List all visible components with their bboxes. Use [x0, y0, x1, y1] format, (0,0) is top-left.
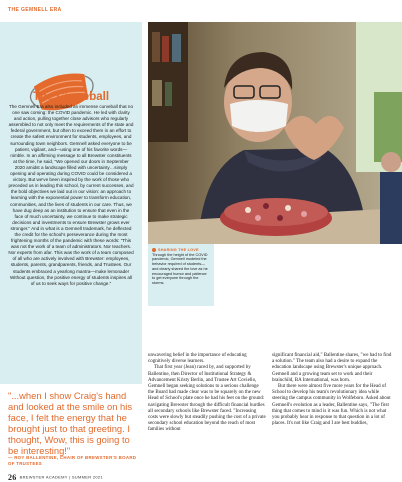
- pull-quote: "...when I show Craig's hand and looked at the smile on his face, I felt the energy that he brought just to that greeting. I thought, Wow, this is going to be interesting!": [8, 390, 133, 456]
- page-number: 26: [8, 473, 17, 482]
- section-header: THE GEMNELL ERA: [8, 7, 62, 13]
- body-paragraph: But there were almost five more years for the Head of School to develop his team's revolutionary idea while steering the campus community in Wolfeboro. Asked about Gemnell's evolution as a leader, Ballentine says, "The first thing that comes to mind is it was fun. Which is not what you probably hear in response to that question in a lot of places. It's not like Craig and I are best buddies,: [272, 384, 391, 427]
- sidebar-title: The Curveball: [32, 91, 110, 103]
- body-paragraph: That first year (Jean) raced by, and supported by Ballentine, then Director of Institutional Strategy & Advancement Kristy Berlin, and Trustee Art Coviello, Gemnell began seeking solutions to a serious challenge the Board had made clear was to be squarely on the new Head of School's plate once he had his feet on the ground: navigating Brewster through the difficult financial hurdles all secondary schools like Brewster faced. "Increasing costs were slowly but steadily pushing the cost of a private secondary school education beyond the reach of most families without: [148, 365, 266, 433]
- feature-photo: [148, 22, 402, 244]
- body-paragraph: significant financial aid," Ballentine shares, "we had to find a solution." The team also had a desire to expand the education landscape using Brewster's unique approach. Gemnell and a growing team set to work and their brainchild, BA International, was born.: [272, 353, 392, 383]
- photo-of-man-in-mask-icon: [148, 22, 402, 244]
- caption-text: Through the height of the COVID pandemic, Gemnell modeled the behavior required of students—and clearly shared the love as he encouraged humor and patience to get everyone through the storms.: [152, 252, 208, 285]
- caption-heading: SHARING THE LOVE: [158, 248, 199, 252]
- page-footer: [8, 473, 103, 482]
- body-column-2: [272, 353, 394, 427]
- pull-quote-attribution: — ROY BALLENTINE, CHAIR OF BREWSTER'S BOARD OF TRUSTEES: [8, 455, 137, 466]
- photo-caption: [148, 244, 214, 306]
- sidebar-body-text: The Gemnell Era also included an immense curveball that no one saw coming: the COVID pandemic. He led with clarity and action, pulling together close advisors who regularly assembled to not only meet the requirements of the state and federal government, but often to exceed them in an effort to create the safest environment for students, employees, and surrounding town neighbors. Gemnell asked everyone to be patient, vigilant, and—using one of his favorite words—nimble. In an affirming message to all Brewster constituents at the time, he said, "We opened our doors in September 2020 amidst a landscape filled with uncertainty…simply opening and operating during COVID could be considered a victory. But we've been inspired by the work of those who preceded us in leading this school, by current successes, and the bold objectives we laid out in our vision: an approach to learning with the exponential power to transform education, communities, and the lives of students in our care. Thus, we have dug deep as an institution to ensure that even in the face of much uncertainty, we continue to make strategic decisions and investments to ensure Brewster grows ever stronger." And in what is a Gemnell trademark, he deflected the credit for the school's perseverance during the most frightening months of the pandemic with these words: "This was not the work of a team of administrators. Nor teachers. Nor experts from afar. This was the work of a team composed of all who are actively involved with Brewster: employees, students, parents, grandparents, friends, and Trustees. Our students embraced a yearlong mantra—make lemonade! Without question, the positive energy of students inspires all of us to seek ways for positive change.": [8, 104, 134, 286]
- bullet-dot-icon: [152, 248, 156, 252]
- publication-name: BREWSTER ACADEMY | SUMMER 2021: [19, 474, 103, 480]
- body-column-1: [148, 353, 266, 434]
- body-paragraph: unwavering belief in the importance of educating cognitively diverse learners.: [148, 353, 247, 365]
